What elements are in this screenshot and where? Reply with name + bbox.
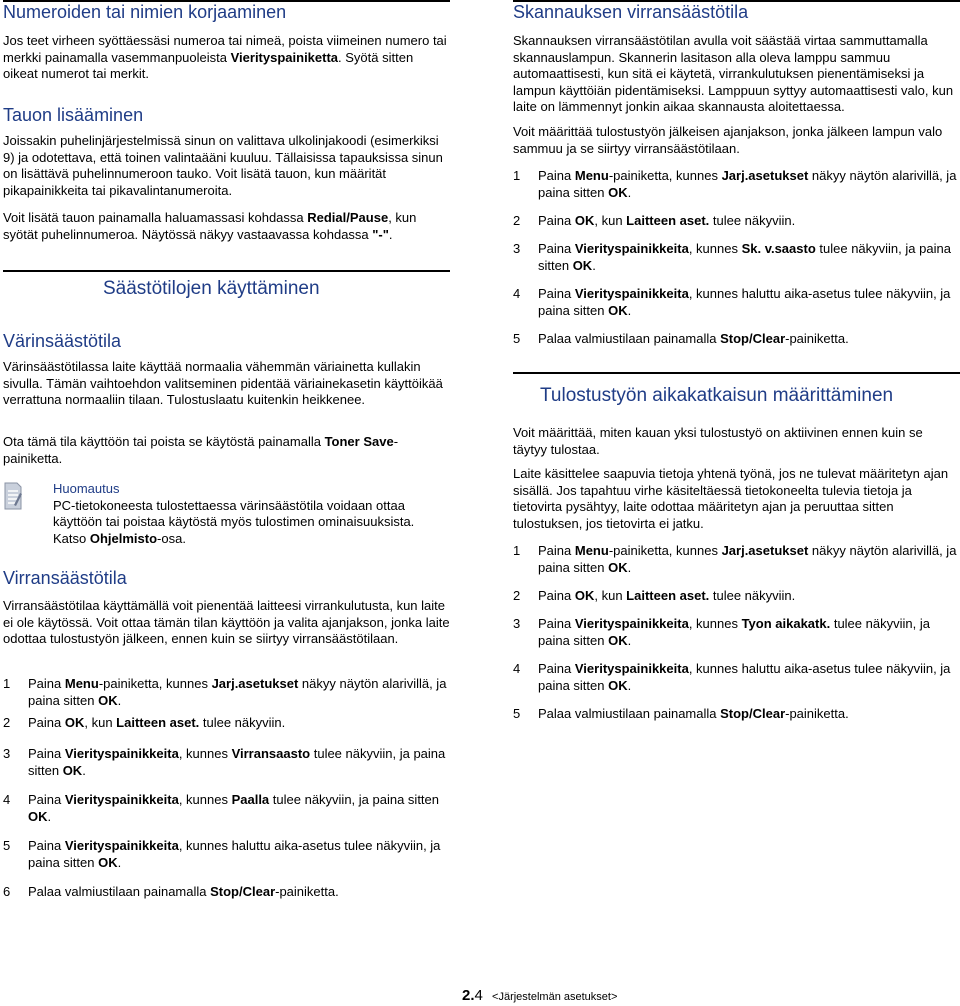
page-number-sub: 4: [474, 987, 483, 1004]
heading-color-save: Värinsäästötila: [3, 331, 122, 351]
heading-print-timeout: Tulostustyön aikakatkaisun määrittäminen: [540, 385, 894, 406]
step-number: 1: [513, 543, 521, 558]
step-text: Paina OK, kun Laitteen aset. tulee näkyviin.: [538, 213, 796, 228]
step-number: 3: [3, 746, 11, 761]
step-item: [3, 838, 450, 871]
paragraph-pause-2: Voit lisätä tauon painamalla haluamassasi kohdassa Redial/Pause, kun syötät puhelinnumeroa. Näytössä näkyy vastaavassa kohdassa "-".: [3, 210, 417, 242]
step-item: [513, 543, 960, 576]
heading-scan-power-save: Skannauksen virransäästötila: [513, 2, 749, 22]
step-item: [513, 616, 960, 649]
step-text: Paina Menu-painiketta, kunnes Jarj.asetukset näkyy näytön alarivillä, ja paina sitten OK.: [538, 543, 957, 575]
step-number: 5: [3, 838, 11, 853]
heading-add-pause: Tauon lisääminen: [3, 105, 144, 125]
step-number: 4: [3, 792, 11, 807]
step-item: [513, 588, 960, 605]
step-number: 3: [513, 616, 521, 631]
step-text: Paina Vierityspainikkeita, kunnes Sk. v.saasto tulee näkyviin, ja paina sitten OK.: [538, 241, 951, 273]
step-item: [513, 706, 960, 723]
section-rule: [3, 270, 450, 272]
step-number: 4: [513, 286, 521, 301]
step-text: Paina Vierityspainikkeita, kunnes Virransaasto tulee näkyviin, ja paina sitten OK.: [28, 746, 446, 778]
step-text: Paina Vierityspainikkeita, kunnes Tyon aikakatk. tulee näkyviin, ja paina sitten OK.: [538, 616, 930, 648]
step-number: 1: [3, 676, 11, 691]
step-item: [3, 676, 450, 709]
paragraph-timeout-2: Laite käsittelee saapuvia tietoja yhtenä työnä, jos ne tulevat määritetyn ajan sisällä. Jos tapahtuu virhe käsiteltäessä tietokoneelta tulevia tietoja ja tietovirta pysähtyy, laite odottaa määritetyn ajan ja peruuttaa sitten tulostuksen, jos tietovirta ei jatku.: [513, 466, 949, 531]
step-text: Palaa valmiustilaan painamalla Stop/Clear-painiketta.: [28, 884, 339, 899]
note-icon: [3, 481, 23, 511]
heading-saving-modes: Säästötilojen käyttäminen: [103, 278, 320, 299]
step-text: Palaa valmiustilaan painamalla Stop/Clear-painiketta.: [538, 331, 849, 346]
paragraph-color-save-1: Värinsäästötilassa laite käyttää normaalia vähemmän väriainetta kullakin sivulla. Tämän vaihtoehdon valitseminen pidentää väriainekasetin käyttöikää verrattuna normaaliin tilaan. Tulostuslaatu kuitenkin heikkenee.: [3, 359, 443, 407]
paragraph-correct-numbers: Jos teet virheen syöttäessäsi numeroa tai nimeä, poista viimeinen numero tai merkki painamalla vasemmanpuoleista Vierityspainiketta. Syötä sitten oikeat numerot tai merkit.: [3, 33, 447, 81]
note-box: [3, 481, 450, 551]
step-number: 3: [513, 241, 521, 256]
paragraph-power-save: Virransäästötilaa käyttämällä voit pienentää laitteesi virrankulutusta, kun laite ei ole käytössä. Voit ottaa tämän tilan käyttöön ja valita ajanjakson, jonka laite odottaa tulostustyön jälkeen, ennen kuin se siirtyy virransäästötilaan.: [3, 598, 450, 646]
paragraph-scan-2: Voit määrittää tulostustyön jälkeisen ajanjakson, jonka jälkeen lampun valo sammuu ja se siirtyy virransäästötilaan.: [513, 124, 943, 156]
step-number: 6: [3, 884, 11, 899]
step-text: Paina Vierityspainikkeita, kunnes Paalla tulee näkyviin, ja paina sitten OK.: [28, 792, 439, 824]
paragraph-pause-1: Joissakin puhelinjärjestelmissä sinun on valittava ulkolinjakoodi (esimerkiksi 9) ja odotettava, että toinen valintaääni kuuluu. Tällaisissa tapauksissa sinun on lisättävä puhelinnumeroon tauko. Voit lisätä tauon, kun määrität pikapainikkeita tai pikavalintanumeroita.: [3, 133, 443, 198]
step-number: 4: [513, 661, 521, 676]
page-number: 2.: [462, 987, 475, 1004]
step-number: 2: [513, 588, 521, 603]
step-text: Paina OK, kun Laitteen aset. tulee näkyviin.: [538, 588, 796, 603]
step-item: [513, 286, 960, 319]
step-number: 5: [513, 331, 521, 346]
heading-power-save: Virransäästötila: [3, 568, 127, 588]
paragraph-timeout-1: Voit määrittää, miten kauan yksi tulostustyö on aktiivinen ennen kuin se täytyy tulostaa.: [513, 425, 923, 457]
step-number: 1: [513, 168, 521, 183]
step-text: Paina Vierityspainikkeita, kunnes haluttu aika-asetus tulee näkyviin, ja paina sitten OK.: [28, 838, 441, 870]
step-number: 2: [513, 213, 521, 228]
step-item: [513, 168, 960, 201]
step-item: [513, 213, 960, 230]
step-number: 2: [3, 715, 11, 730]
step-text: Paina Vierityspainikkeita, kunnes haluttu aika-asetus tulee näkyviin, ja paina sitten OK.: [538, 661, 951, 693]
step-item: [513, 241, 960, 274]
step-text: Palaa valmiustilaan painamalla Stop/Clear-painiketta.: [538, 706, 849, 721]
note-title: Huomautus: [53, 481, 120, 496]
note-text: PC-tietokoneesta tulostettaessa värinsäästötila voidaan ottaa käyttöön tai poistaa käytöstä myös tulostimen ominaisuuksista. Katso Ohjelmisto-osa.: [53, 497, 415, 546]
paragraph-scan-1: Skannauksen virransäästötilan avulla voit säästää virtaa sammuttamalla skannauslampun. Skannerin lasitason alla oleva lamppu sammuu automaattisesti, kun sitä ei käytetä, virrankulutuksen pienentämiseksi ja lampun käyttöiän pidentämiseksi. Lamppuun syttyy automaattisesti valo, kun laite on lämmennyt jonkin aikaa skannausta aloitettaessa.: [513, 33, 954, 114]
heading-correct-numbers: Numeroiden tai nimien korjaaminen: [3, 2, 287, 22]
step-item: [513, 331, 960, 348]
step-item: [513, 661, 960, 694]
step-text: Paina OK, kun Laitteen aset. tulee näkyviin.: [28, 715, 286, 730]
footer-section-title: <Järjestelmän asetukset>: [492, 991, 618, 1003]
section-rule: [513, 372, 960, 374]
paragraph-color-save-2: Ota tämä tila käyttöön tai poista se käytöstä painamalla Toner Save-painiketta.: [3, 434, 399, 466]
step-item: [3, 715, 450, 732]
step-text: Paina Menu-painiketta, kunnes Jarj.asetukset näkyy näytön alarivillä, ja paina sitten OK.: [28, 676, 447, 708]
step-item: [3, 792, 450, 825]
step-text: Paina Vierityspainikkeita, kunnes haluttu aika-asetus tulee näkyviin, ja paina sitten OK.: [538, 286, 951, 318]
page-footer: [462, 988, 617, 1006]
step-item: [3, 884, 450, 901]
step-text: Paina Menu-painiketta, kunnes Jarj.asetukset näkyy näytön alarivillä, ja paina sitten OK.: [538, 168, 957, 200]
step-number: 5: [513, 706, 521, 721]
step-item: [3, 746, 450, 779]
